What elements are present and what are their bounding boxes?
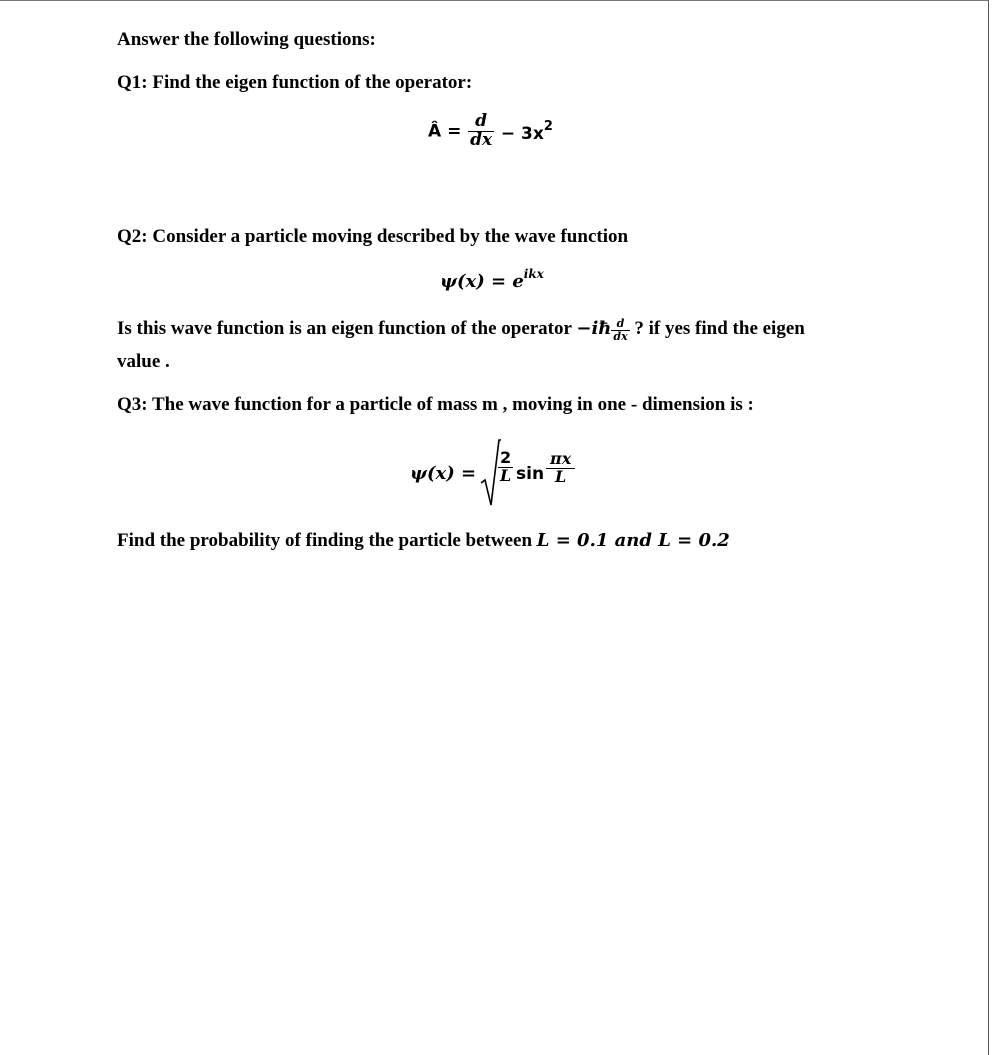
q2-op-den: dx <box>613 330 628 343</box>
q1-power: 2 <box>543 118 553 134</box>
q2-question-part2: ? if yes find the eigen <box>634 318 805 339</box>
q3-sin-arg-fraction <box>546 451 575 486</box>
q3-sqrt-den: L <box>500 465 512 485</box>
q2-question-line <box>117 318 805 343</box>
q1-d-num: d <box>468 113 494 132</box>
q3-sin: sin <box>516 464 545 484</box>
q3-psi-lhs: ψ(x) = <box>410 463 477 484</box>
q2-op-num: d <box>611 318 629 331</box>
q3-find-text: Find the probability of finding the particle between <box>117 530 533 551</box>
q2-psi-exp: ikx <box>523 267 544 281</box>
q3-label: Q3: The wave function for a particle of mass m , moving in one - dimension is : <box>117 394 754 415</box>
q2-label: Q2: Consider a particle moving described by the wave function <box>117 226 629 247</box>
q1-operator-equation <box>428 113 553 150</box>
q1-minus-term <box>500 118 553 144</box>
q2-wave-function <box>440 267 544 292</box>
q3-arg-den: L <box>555 466 567 486</box>
q2-psi-lhs: ψ(x) = e <box>440 271 524 292</box>
q2-question-part3: value . <box>117 351 170 372</box>
q3-arg-num: πx <box>546 451 575 469</box>
q3-sqrt-num: 2 <box>498 450 513 468</box>
q1-op-lhs: Â = <box>428 121 462 142</box>
q1-derivative-fraction <box>468 113 494 150</box>
q3-range: L = 0.1 and L = 0.2 <box>536 530 730 551</box>
q2-op-fraction <box>611 318 629 342</box>
q1-d-den: dx <box>470 129 493 150</box>
q2-question-part1: Is this wave function is an eigen function of the operator <box>117 318 572 339</box>
q2-op-prefix: −iħ <box>576 318 612 339</box>
q1-label: Q1: Find the eigen function of the operator: <box>117 72 473 93</box>
page-margin <box>989 0 997 1054</box>
q1-minus-term-text: − 3x <box>500 123 544 144</box>
q3-find-line <box>117 530 730 552</box>
heading: Answer the following questions: <box>117 29 376 50</box>
q3-sqrt-fraction <box>498 450 513 485</box>
